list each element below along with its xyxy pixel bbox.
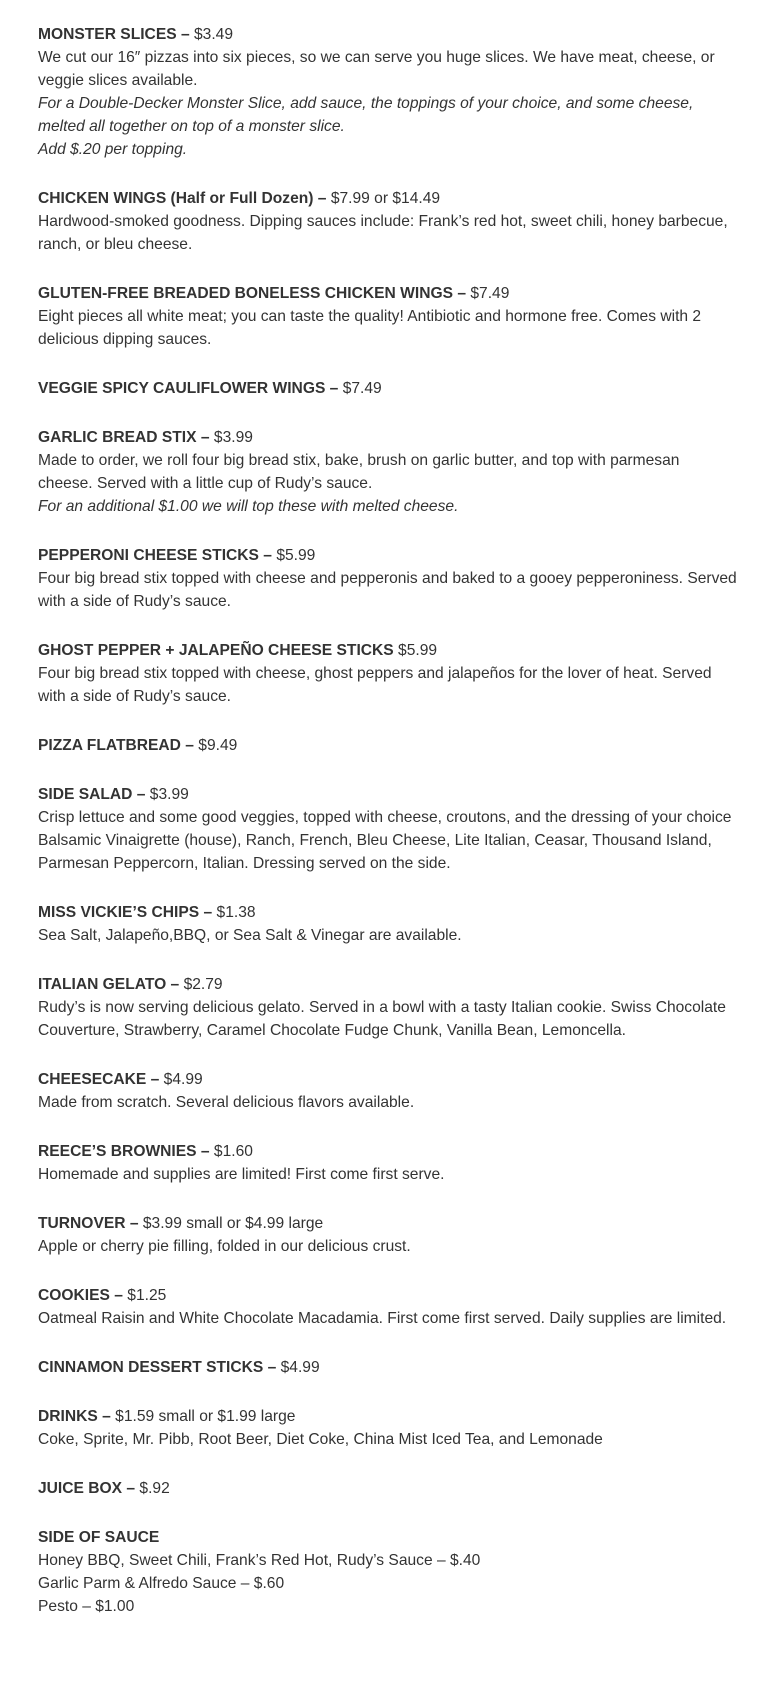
menu-item <box>38 1526 738 1618</box>
menu-item-header <box>38 901 738 924</box>
menu-item-name: MONSTER SLICES – <box>38 26 190 43</box>
menu-item-header <box>38 282 738 305</box>
menu-item-header <box>38 1477 738 1500</box>
menu-item-name: VEGGIE SPICY CAULIFLOWER WINGS – <box>38 380 339 397</box>
menu-item-name: ITALIAN GELATO – <box>38 976 180 993</box>
menu-item <box>38 734 738 757</box>
menu-item-name: MISS VICKIE’S CHIPS – <box>38 904 213 921</box>
menu-item-header <box>38 544 738 567</box>
menu-item-name: JUICE BOX – <box>38 1480 136 1497</box>
menu-item-description: Pesto – $1.00 <box>38 1598 135 1615</box>
menu-item <box>38 1140 738 1186</box>
menu-item-name: CHICKEN WINGS (Half or Full Dozen) – <box>38 190 327 207</box>
menu-item-price: $.92 <box>139 1480 170 1497</box>
menu-item-header <box>38 23 738 46</box>
menu-item-header <box>38 377 738 400</box>
menu-item <box>38 973 738 1042</box>
menu-item-header <box>38 639 738 662</box>
menu-item <box>38 1477 738 1500</box>
menu-item-price: $1.60 <box>213 1143 253 1160</box>
menu-item-description: Garlic Parm & Alfredo Sauce – $.60 <box>38 1575 285 1592</box>
menu-item-price: $7.49 <box>342 380 382 397</box>
menu-item <box>38 1284 738 1330</box>
menu-item-description: Four big bread stix topped with cheese, ghost peppers and jalapeños for the lover of heat. Served with a side of Rudy’s sauce. <box>38 665 712 705</box>
menu-item-description: Hardwood-smoked goodness. Dipping sauces include: Frank’s red hot, sweet chili, honey barbecue, ranch, or bleu cheese. <box>38 213 728 253</box>
menu-item-header <box>38 1356 738 1379</box>
menu-list <box>38 23 738 1644</box>
menu-item-header <box>38 426 738 449</box>
menu-item-header <box>38 1526 738 1549</box>
menu-item-description: Coke, Sprite, Mr. Pibb, Root Beer, Diet Coke, China Mist Iced Tea, and Lemonade <box>38 1431 603 1448</box>
menu-item-price: $1.59 small or $1.99 large <box>115 1408 296 1425</box>
menu-item <box>38 187 738 256</box>
menu-item-header <box>38 1068 738 1091</box>
menu-item-description: Rudy’s is now serving delicious gelato. Served in a bowl with a tasty Italian cookie. Swiss Chocolate Couverture, Strawberry, Caramel Chocolate Fudge Chunk, Vanilla Bean, Lemoncella. <box>38 999 726 1039</box>
menu-item-header <box>38 783 738 806</box>
menu-item-price: $4.99 <box>163 1071 203 1088</box>
menu-item-price: $7.49 <box>470 285 510 302</box>
menu-item-name: GHOST PEPPER + JALAPEÑO CHEESE STICKS <box>38 642 394 659</box>
menu-item-description: Sea Salt, Jalapeño,BBQ, or Sea Salt & Vinegar are available. <box>38 927 462 944</box>
menu-item-description: We cut our 16″ pizzas into six pieces, so we can serve you huge slices. We have meat, cheese, or veggie slices available. <box>38 49 715 89</box>
menu-item-name: PIZZA FLATBREAD – <box>38 737 194 754</box>
menu-item <box>38 377 738 400</box>
menu-item-price: $9.49 <box>198 737 238 754</box>
menu-item <box>38 1212 738 1258</box>
menu-item-price: $3.99 small or $4.99 large <box>142 1215 324 1232</box>
menu-item-description: Four big bread stix topped with cheese and pepperonis and baked to a gooey pepperoniness. Served with a side of Rudy’s sauce. <box>38 570 737 610</box>
menu-item-price: $2.79 <box>183 976 223 993</box>
menu-item <box>38 426 738 518</box>
menu-item <box>38 783 738 875</box>
menu-item <box>38 23 738 161</box>
menu-item <box>38 282 738 351</box>
menu-item-header <box>38 1212 738 1235</box>
menu-item <box>38 1068 738 1114</box>
menu-item-name: TURNOVER – <box>38 1215 139 1232</box>
menu-item-description: Made to order, we roll four big bread stix, bake, brush on garlic butter, and top with parmesan cheese. Served with a little cup of Rudy’s sauce. <box>38 452 680 492</box>
menu-item-price: $5.99 <box>276 547 316 564</box>
menu-item-description: Apple or cherry pie filling, folded in our delicious crust. <box>38 1238 411 1255</box>
menu-item-name: PEPPERONI CHEESE STICKS – <box>38 547 272 564</box>
menu-item-name: GLUTEN-FREE BREADED BONELESS CHICKEN WINGS – <box>38 285 466 302</box>
menu-item-description: Eight pieces all white meat; you can taste the quality! Antibiotic and hormone free. Comes with 2 delicious dipping sauces. <box>38 308 702 348</box>
menu-item <box>38 1405 738 1451</box>
menu-item-note: For an additional $1.00 we will top these with melted cheese. <box>38 498 459 515</box>
menu-item-description: Honey BBQ, Sweet Chili, Frank’s Red Hot, Rudy’s Sauce – $.40 <box>38 1552 481 1569</box>
menu-item-name: SIDE SALAD – <box>38 786 146 803</box>
menu-item-description: Crisp lettuce and some good veggies, topped with cheese, croutons, and the dressing of your choice Balsamic Vinaigrette (house), Ranch, French, Bleu Cheese, Lite Italian, Ceasar, Thousand Island, Parmesan Peppercorn, Italian. Dressing served on the side. <box>38 809 732 872</box>
menu-item-price: $7.99 or $14.49 <box>330 190 441 207</box>
menu-item <box>38 901 738 947</box>
menu-item-header <box>38 1284 738 1307</box>
menu-item-description: Oatmeal Raisin and White Chocolate Macadamia. First come first served. Daily supplies are limited. <box>38 1310 727 1327</box>
menu-item-header <box>38 187 738 210</box>
menu-item-header <box>38 734 738 757</box>
menu-item-name: DRINKS – <box>38 1408 111 1425</box>
menu-item-description: Made from scratch. Several delicious flavors available. <box>38 1094 415 1111</box>
menu-item-description: Homemade and supplies are limited! First come first serve. <box>38 1166 445 1183</box>
menu-item-price: $3.99 <box>149 786 189 803</box>
menu-item <box>38 1356 738 1379</box>
menu-item <box>38 544 738 613</box>
menu-item-header <box>38 1405 738 1428</box>
menu-item <box>38 639 738 708</box>
menu-item-price: $3.49 <box>193 26 234 43</box>
menu-item-name: SIDE OF SAUCE <box>38 1529 160 1546</box>
menu-item-name: REECE’S BROWNIES – <box>38 1143 210 1160</box>
menu-item-header <box>38 973 738 996</box>
menu-item-name: CINNAMON DESSERT STICKS – <box>38 1359 277 1376</box>
menu-item-name: GARLIC BREAD STIX – <box>38 429 210 446</box>
menu-item-price: $1.38 <box>216 904 256 921</box>
menu-item-name: CHEESECAKE – <box>38 1071 160 1088</box>
menu-item-price: $1.25 <box>127 1287 167 1304</box>
menu-item-price: $3.99 <box>213 429 253 446</box>
menu-item-header <box>38 1140 738 1163</box>
menu-item-note: For a Double-Decker Monster Slice, add sauce, the toppings of your choice, and some cheese, melted all together on top of a monster slice. <box>38 95 694 135</box>
menu-item-name: COOKIES – <box>38 1287 123 1304</box>
menu-item-price: $4.99 <box>280 1359 320 1376</box>
menu-item-price: $5.99 <box>398 642 438 659</box>
menu-item-note: Add $.20 per topping. <box>38 141 188 158</box>
